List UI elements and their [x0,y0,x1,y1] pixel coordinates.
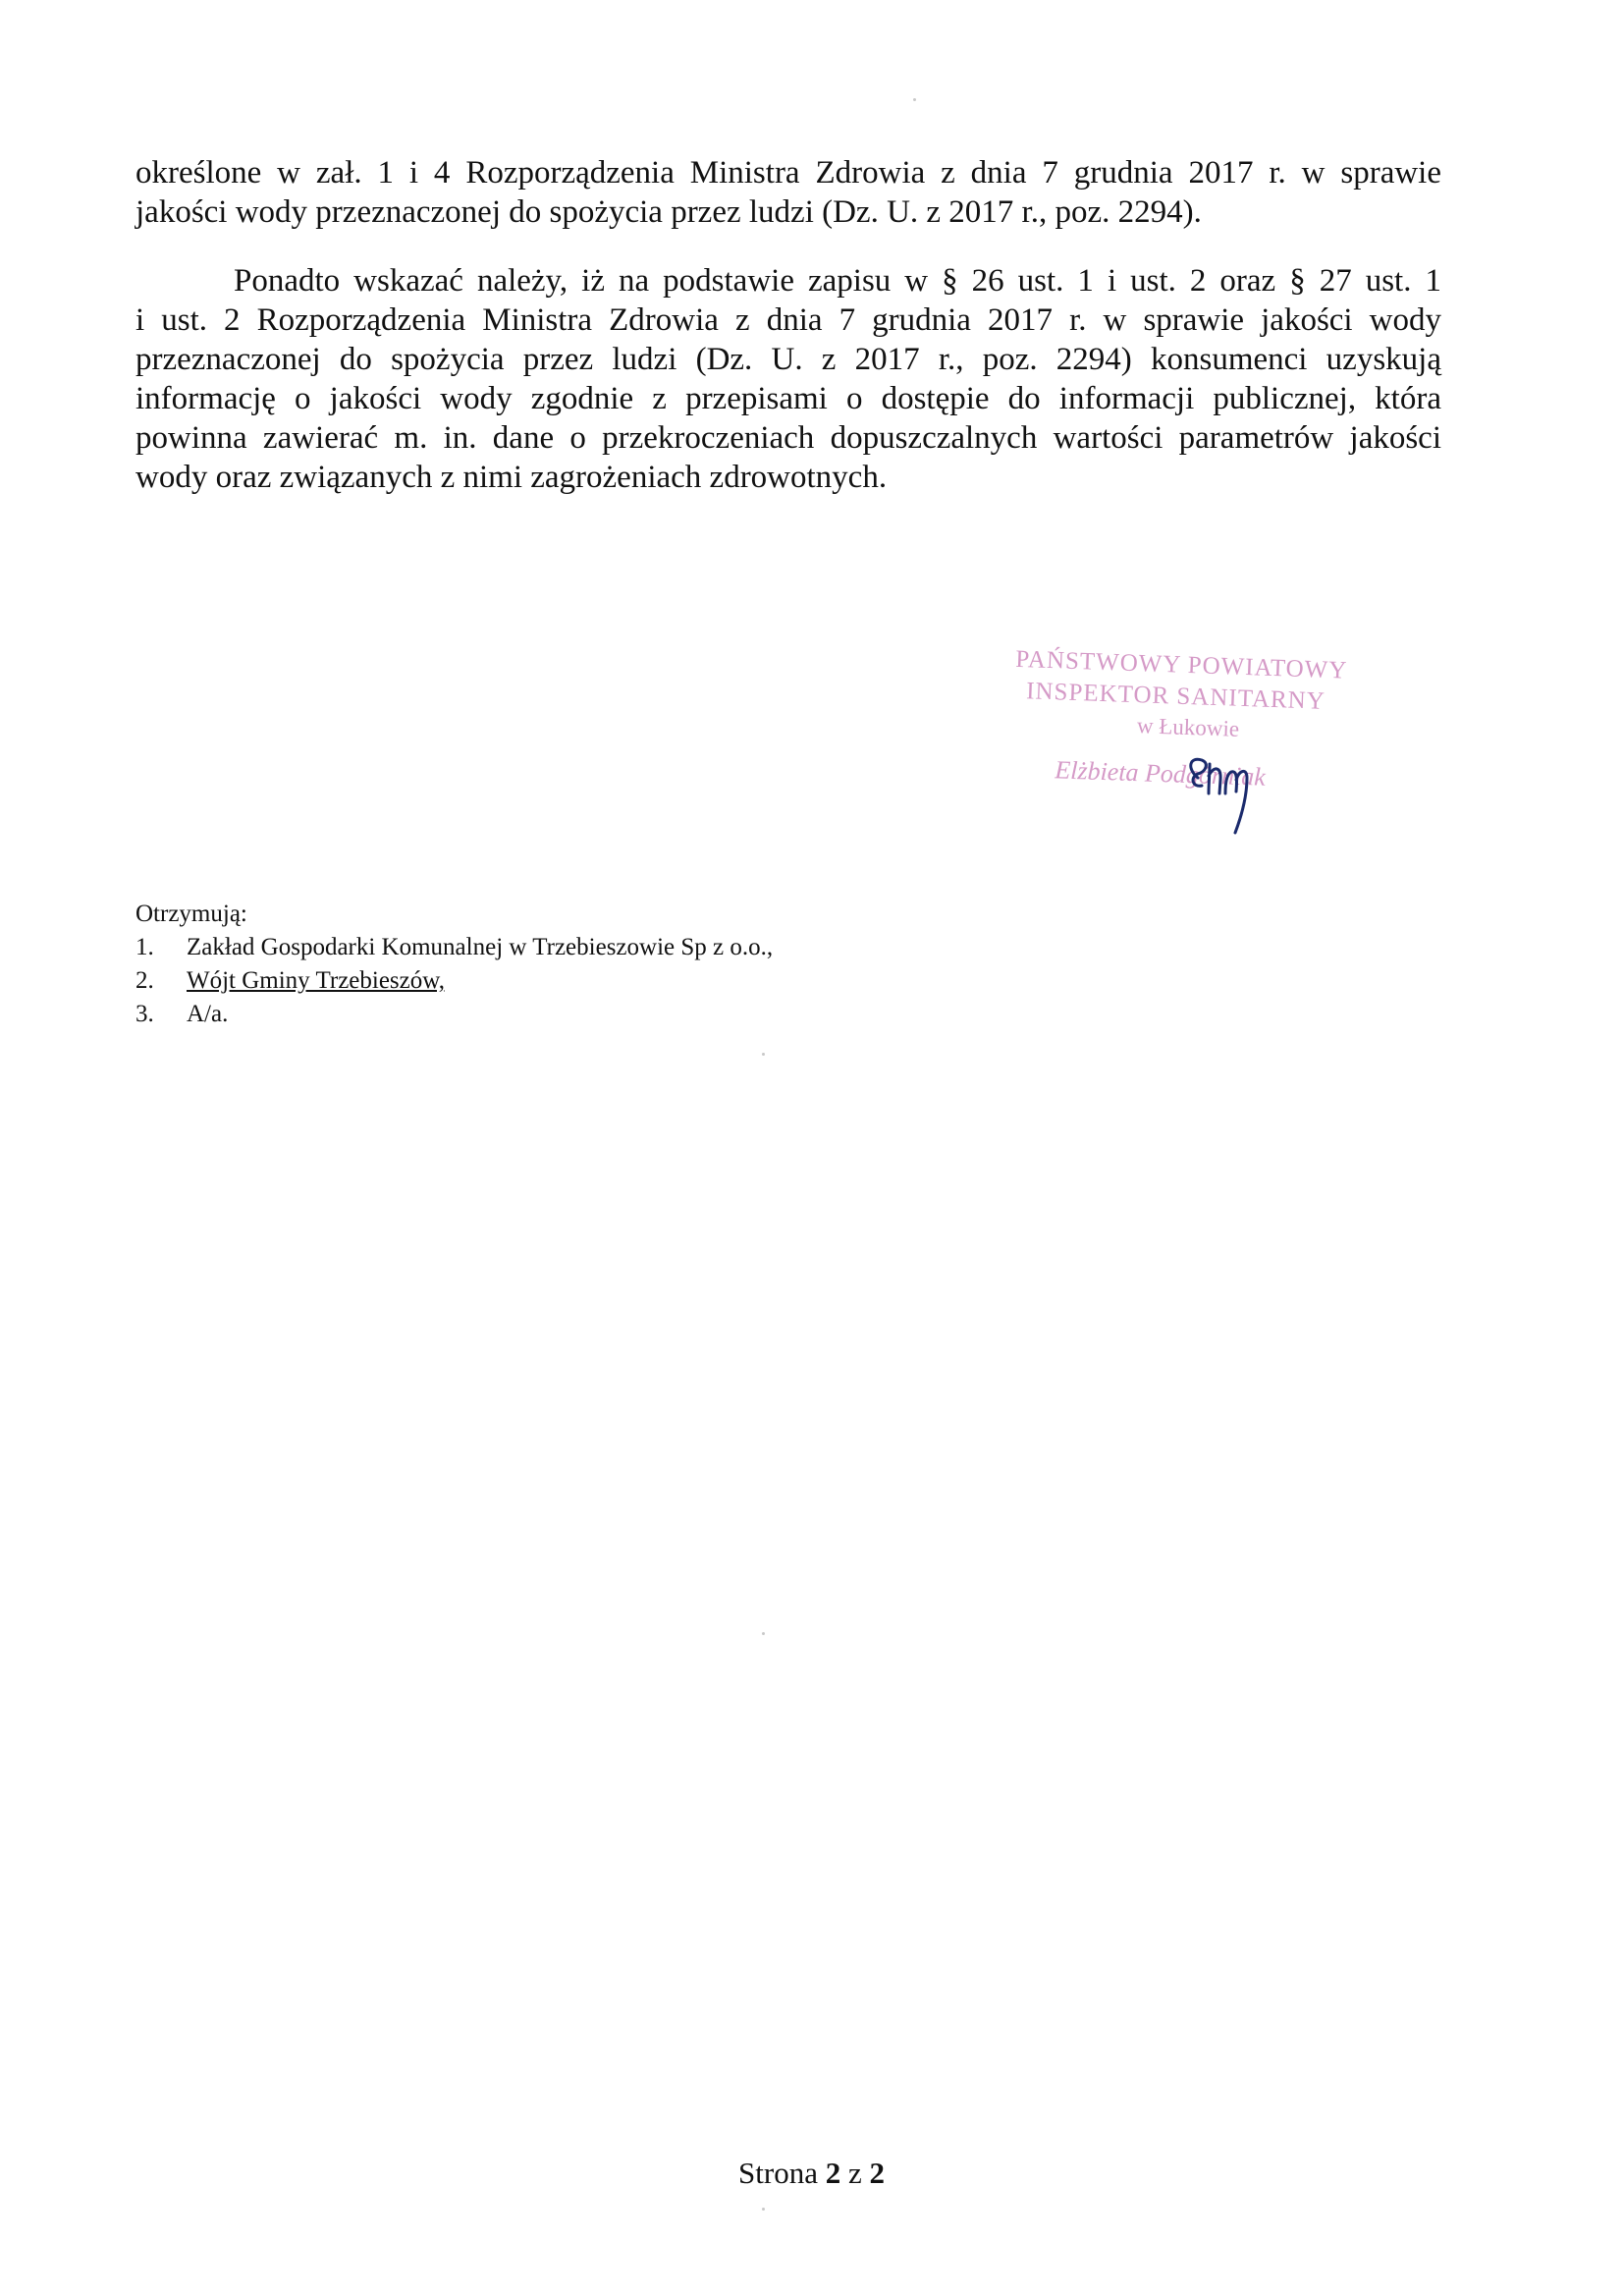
scan-speck [762,2208,765,2211]
paragraph-1 [135,153,1441,232]
page-number-current: 2 [825,2156,841,2190]
recipient-number: 2. [135,967,154,994]
recipient-number: 1. [135,934,154,960]
handwritten-signature [1176,738,1274,837]
stamp-line-title: PAŃSTWOWY POWIATOWY [1014,645,1348,684]
recipient-item [135,964,773,998]
page-number-prefix: Strona [738,2156,818,2190]
paragraph-line: jakości wody przeznaczonej do spożycia przez ludzi (Dz. U. z 2017 r., poz. 2294). [135,194,1202,230]
paragraph-line: określone w zał. 1 i 4 Rozporządzenia Ministra Zdrowia z dnia 7 grudnia 2017 r. w sprawie [135,155,1441,191]
paragraph-line: przeznaczonej do spożycia przez ludzi (Dz. U. z 2017 r., poz. 2294) konsumenci uzyskują [135,342,1441,377]
page-number-separator: z [847,2156,862,2190]
recipients-list [135,898,773,1031]
paragraph-line: powinna zawierać m. in. dane o przekroczeniach dopuszczalnych wartości parametrów jakości [135,420,1441,456]
recipient-number: 3. [135,1001,154,1027]
stamp-line-role: INSPEKTOR SANITARNY [1025,678,1326,715]
scan-speck [913,98,916,101]
recipients-title: Otrzymują: [135,901,247,927]
page-number [0,2156,1623,2191]
scan-speck [762,1053,765,1056]
paragraph-line: wody oraz związanych z nimi zagrożeniach zdrowotnych. [135,460,888,495]
paragraph-line: i ust. 2 Rozporządzenia Ministra Zdrowia z dnia 7 grudnia 2017 r. w sprawie jakości wody [135,302,1441,338]
paragraph-2 [135,261,1441,497]
paragraph-line: Ponadto wskazać należy, iż na podstawie zapisu w § 26 ust. 1 i ust. 2 oraz § 27 ust. 1 [234,263,1441,299]
recipient-text: Wójt Gminy Trzebieszów, [187,967,445,994]
recipient-text: Zakład Gospodarki Komunalnej w Trzebieszowie Sp z o.o., [187,934,774,960]
page-number-total: 2 [869,2156,885,2190]
stamp-line-location: w Łukowie [1136,713,1240,741]
recipient-item [135,998,773,1031]
scan-speck [762,1632,765,1635]
stamp-line-name: Elżbieta Podgórniak [1054,755,1267,792]
paragraph-line: informację o jakości wody zgodnie z przepisami o dostępie do informacji publicznej, która [135,381,1441,416]
recipient-text: A/a. [187,1001,229,1027]
recipient-item [135,931,773,964]
